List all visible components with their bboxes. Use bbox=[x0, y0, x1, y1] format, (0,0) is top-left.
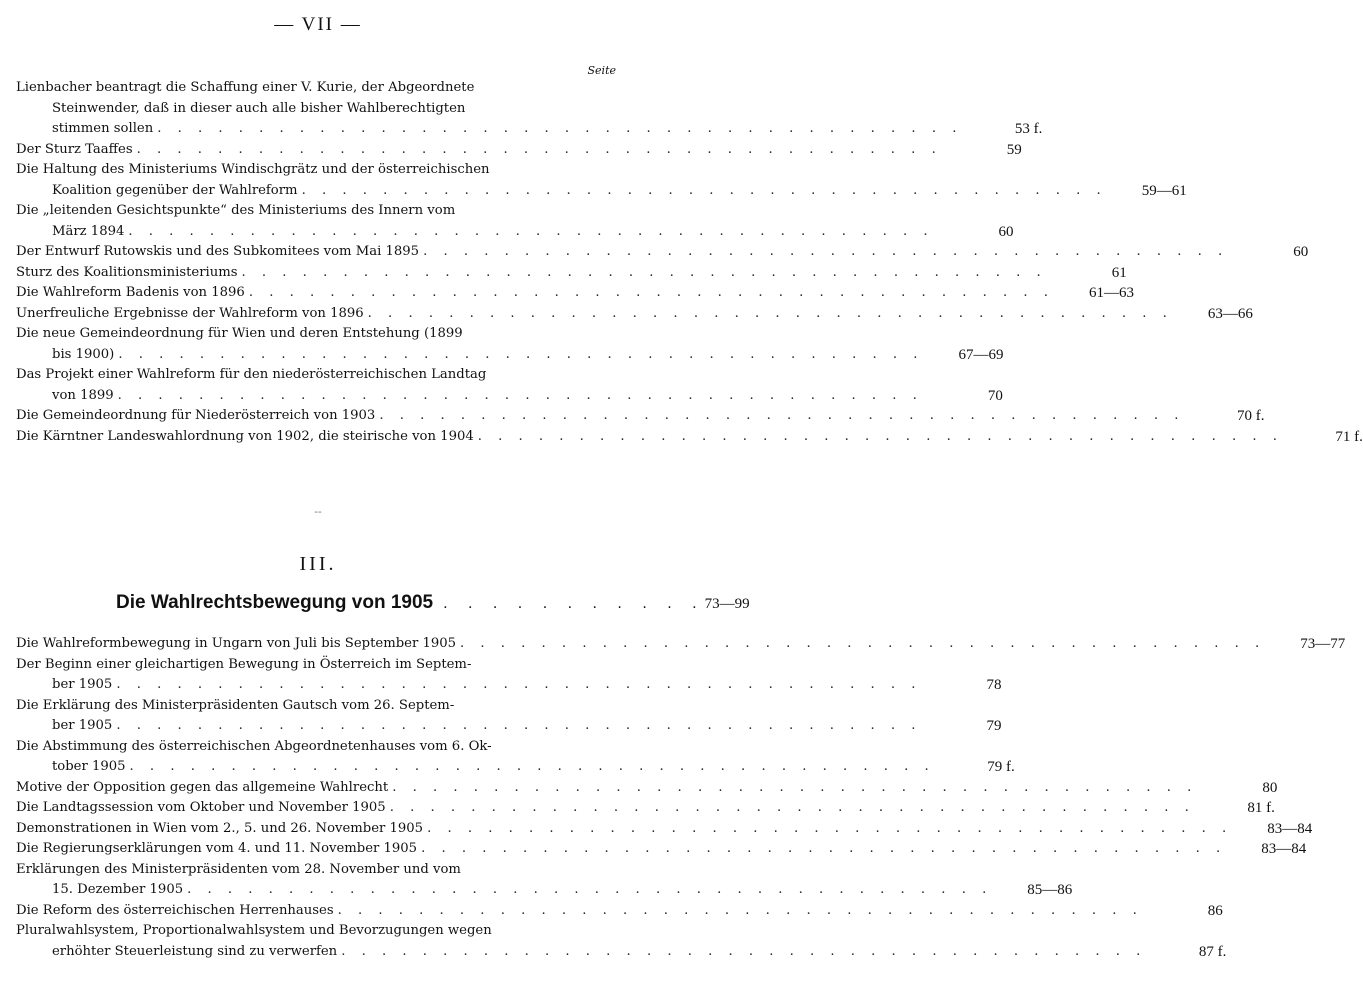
toc-section-1 bbox=[16, 78, 1363, 447]
toc-entry bbox=[16, 819, 1313, 840]
toc-entry-page: 59—61 bbox=[1141, 182, 1187, 199]
dot-leader: . . . . . . . . . . . . . . . . . . . . . . . . . . . . . . . . . . . . . . . . bbox=[117, 387, 923, 403]
toc-entry bbox=[16, 634, 1346, 655]
dot-leader: . . . . . . . . . . . . . . . . . . . . . . . . . . . . . . . . . . . . . . . . bbox=[460, 636, 1266, 651]
toc-entry-page: 87 f. bbox=[1198, 943, 1227, 960]
dot-leader: . . . . . . . . . . . . . . . . . . . . . . . . . . . . . . . . . . . . . . . . bbox=[136, 141, 942, 157]
toc-entry-text: Der Beginn einer gleichartigen Bewegung in Österreich im Septem- bbox=[16, 656, 472, 672]
toc-entry-page: 80 bbox=[1262, 779, 1278, 796]
toc-entry-text: Die Landtagssession vom Oktober und November 1905 bbox=[16, 800, 386, 815]
dot-leader: . . . . . . . . . . . . . . . . . . . . . . . . . . . . . . . . . . . . . . . . bbox=[367, 305, 1173, 321]
dot-leader: . . . . . . . . . . . . . . . . . . . . . . . . . . . . . . . . . . . . . . . . bbox=[248, 285, 1054, 300]
page-number: — VII — bbox=[274, 14, 362, 35]
toc-entry-text: Lienbacher beantragt die Schaffung einer V. Kurie, der Abgeordnete bbox=[16, 80, 475, 95]
toc-entry-page: 73—77 bbox=[1300, 636, 1346, 652]
dot-leader: . . . . . . . . . . . . . . . . . . . . . . . . . . . . . . . . . . . . . . . . bbox=[421, 841, 1227, 856]
chapter-heading bbox=[116, 592, 750, 614]
toc-entry bbox=[16, 798, 1275, 819]
toc-entry-text: Die Wahlreformbewegung in Ungarn von Juli bis September 1905 bbox=[16, 636, 457, 651]
toc-entry-page: 85—86 bbox=[1027, 882, 1073, 898]
chapter-title: Die Wahlrechtsbewegung von 1905 bbox=[116, 592, 434, 613]
section-separator: -- bbox=[314, 505, 322, 518]
toc-entry-text: Die „leitenden Gesichtspunkte“ des Ministeriums des Innern vom bbox=[16, 203, 456, 218]
toc-entry-text: Die Abstimmung des österreichischen Abgeordnetenhauses vom 6. Ok- bbox=[16, 738, 492, 754]
dot-leader: . . . . . . . . . . . . . . . . . . . . . . . . . . . . . . . . . . . . . . . . bbox=[241, 264, 1047, 280]
toc-entry-page: 79 f. bbox=[987, 759, 1015, 775]
dot-leader: . . . . . . . . . . . . . . . . . . . . . . . . . . . . . . . . . . . . . . . . bbox=[389, 800, 1195, 815]
dot-leader: . . . . . . . . . . . bbox=[443, 596, 705, 612]
dot-leader: . . . . . . . . . . . . . . . . . . . . . . . . . . . . . . . . . . . . . . . . bbox=[118, 346, 924, 362]
toc-entry-page: 61—63 bbox=[1088, 285, 1134, 301]
toc-entry-page: 79 bbox=[986, 718, 1002, 734]
toc-entry-text: Demonstrationen in Wien vom 2., 5. und 26. November 1905 bbox=[16, 820, 424, 836]
toc-entry-text: stimmen sollen bbox=[52, 121, 154, 136]
dot-leader: . . . . . . . . . . . . . . . . . . . . . . . . . . . . . . . . . . . . . . . . bbox=[301, 182, 1107, 198]
toc-entry bbox=[16, 324, 1004, 365]
toc-entry bbox=[16, 839, 1307, 860]
toc-entry-text: Steinwender, daß in dieser auch alle bisher Wahlberechtigten bbox=[52, 100, 466, 116]
toc-entry-text: tober 1905 bbox=[52, 759, 126, 774]
toc-entry-page: 67—69 bbox=[958, 346, 1004, 363]
toc-entry-text: Die Kärntner Landeswahlordnung von 1902, die steirische von 1904 bbox=[16, 428, 474, 444]
toc-entry-text: Die Regierungserklärungen vom 4. und 11. November 1905 bbox=[16, 841, 418, 856]
toc-entry-page: 63—66 bbox=[1207, 305, 1253, 322]
toc-entry bbox=[16, 242, 1309, 263]
toc-section-2 bbox=[16, 634, 1346, 962]
toc-entry-text: Der Sturz Taaffes bbox=[16, 141, 133, 157]
toc-entry bbox=[16, 140, 1022, 161]
toc-entry-text: Unerfreuliche Ergebnisse der Wahlreform von 1896 bbox=[16, 305, 364, 321]
toc-entry-text: bis 1900) bbox=[52, 346, 115, 362]
dot-leader: . . . . . . . . . . . . . . . . . . . . . . . . . . . . . . . . . . . . . . . . bbox=[116, 677, 922, 692]
toc-entry-text: von 1899 bbox=[52, 387, 114, 403]
toc-entry bbox=[16, 778, 1278, 799]
dot-leader: . . . . . . . . . . . . . . . . . . . . . . . . . . . . . . . . . . . . . . . . bbox=[423, 244, 1229, 259]
toc-entry-text: Pluralwahlsystem, Proportionalwahlsystem und Bevorzugungen wegen bbox=[16, 923, 492, 938]
toc-entry bbox=[16, 901, 1223, 922]
dot-leader: . . . . . . . . . . . . . . . . . . . . . . . . . . . . . . . . . . . . . . . . bbox=[427, 820, 1233, 836]
toc-entry-text: Sturz des Koalitionsministeriums bbox=[16, 264, 238, 280]
toc-entry-page: 60 bbox=[998, 223, 1014, 240]
dot-leader: . . . . . . . . . . . . . . . . . . . . . . . . . . . . . . . . . . . . . . . . bbox=[337, 902, 1143, 918]
dot-leader: . . . . . . . . . . . . . . . . . . . . . . . . . . . . . . . . . . . . . . . . bbox=[116, 718, 922, 733]
dot-leader: . . . . . . . . . . . . . . . . . . . . . . . . . . . . . . . . . . . . . . . . bbox=[379, 408, 1185, 423]
toc-entry bbox=[16, 263, 1127, 284]
toc-entry bbox=[16, 160, 1187, 201]
toc-entry-text: 15. Dezember 1905 bbox=[52, 882, 184, 897]
toc-entry-text: ber 1905 bbox=[52, 718, 113, 733]
toc-entry-text: Der Entwurf Rutowskis und des Subkomitees vom Mai 1895 bbox=[16, 244, 420, 259]
dot-leader: . . . . . . . . . . . . . . . . . . . . . . . . . . . . . . . . . . . . . . . . bbox=[187, 882, 993, 897]
toc-entry-page: 53 f. bbox=[1014, 121, 1043, 137]
dot-leader: . . . . . . . . . . . . . . . . . . . . . . . . . . . . . . . . . . . . . . . . bbox=[341, 943, 1147, 959]
toc-entry-text: Die Haltung des Ministeriums Windischgrätz und der österreichischen bbox=[16, 162, 490, 177]
dot-leader: . . . . . . . . . . . . . . . . . . . . . . . . . . . . . . . . . . . . . . . . bbox=[392, 779, 1198, 795]
toc-entry bbox=[16, 201, 1014, 242]
toc-entry-page: 60 bbox=[1293, 244, 1309, 260]
toc-entry bbox=[16, 427, 1363, 448]
toc-entry-text: März 1894 bbox=[52, 223, 125, 239]
toc-entry-page: 81 f. bbox=[1247, 800, 1275, 816]
toc-entry-page: 78 bbox=[986, 677, 1002, 693]
toc-entry bbox=[16, 78, 1043, 140]
dot-leader: . . . . . . . . . . . . . . . . . . . . . . . . . . . . . . . . . . . . . . . . bbox=[477, 428, 1283, 444]
toc-entry-text: Die Gemeindeordnung für Niederösterreich von 1903 bbox=[16, 408, 376, 423]
chapter-page: 73—99 bbox=[704, 596, 750, 612]
toc-entry-text: Die Erklärung des Ministerpräsidenten Gautsch vom 26. Septem- bbox=[16, 697, 455, 713]
toc-entry-text: Erklärungen des Ministerpräsidenten vom 28. November und vom bbox=[16, 861, 461, 877]
toc-entry-page: 61 bbox=[1111, 264, 1127, 281]
dot-leader: . . . . . . . . . . . . . . . . . . . . . . . . . . . . . . . . . . . . . . . . bbox=[128, 223, 934, 239]
toc-entry-page: 70 bbox=[987, 387, 1003, 404]
toc-entry bbox=[16, 283, 1134, 304]
section-roman-numeral: III. bbox=[299, 553, 337, 575]
toc-entry-text: erhöhter Steuerleistung sind zu verwerfen bbox=[52, 943, 338, 959]
toc-entry-page: 83—84 bbox=[1267, 820, 1313, 837]
toc-entry-text: Die Reform des österreichischen Herrenhauses bbox=[16, 902, 334, 918]
toc-entry-text: Das Projekt einer Wahlreform für den niederösterreichischen Landtag bbox=[16, 367, 487, 382]
toc-entry-page: 71 f. bbox=[1335, 428, 1363, 445]
dot-leader: . . . . . . . . . . . . . . . . . . . . . . . . . . . . . . . . . . . . . . . . bbox=[129, 759, 935, 774]
toc-entry bbox=[16, 696, 1002, 737]
dot-leader: . . . . . . . . . . . . . . . . . . . . . . . . . . . . . . . . . . . . . . . . bbox=[157, 121, 963, 136]
toc-entry bbox=[16, 406, 1265, 427]
seite-label: Seite bbox=[587, 64, 616, 77]
toc-entry-page: 83—84 bbox=[1261, 841, 1307, 857]
toc-entry-page: 86 bbox=[1207, 902, 1223, 919]
toc-entry bbox=[16, 737, 1015, 778]
toc-entry bbox=[16, 860, 1073, 901]
toc-entry bbox=[16, 655, 1002, 696]
toc-entry bbox=[16, 921, 1227, 962]
toc-entry-text: Die neue Gemeindeordnung für Wien und deren Entstehung (1899 bbox=[16, 326, 463, 341]
toc-entry-text: ber 1905 bbox=[52, 677, 113, 692]
toc-entry-text: Motive der Opposition gegen das allgemeine Wahlrecht bbox=[16, 779, 389, 795]
toc-entry-page: 70 f. bbox=[1237, 408, 1265, 424]
toc-entry-text: Die Wahlreform Badenis von 1896 bbox=[16, 285, 245, 300]
toc-entry bbox=[16, 304, 1253, 325]
toc-entry bbox=[16, 365, 1003, 406]
toc-entry-page: 59 bbox=[1006, 141, 1022, 158]
toc-entry-text: Koalition gegenüber der Wahlreform bbox=[52, 182, 298, 198]
